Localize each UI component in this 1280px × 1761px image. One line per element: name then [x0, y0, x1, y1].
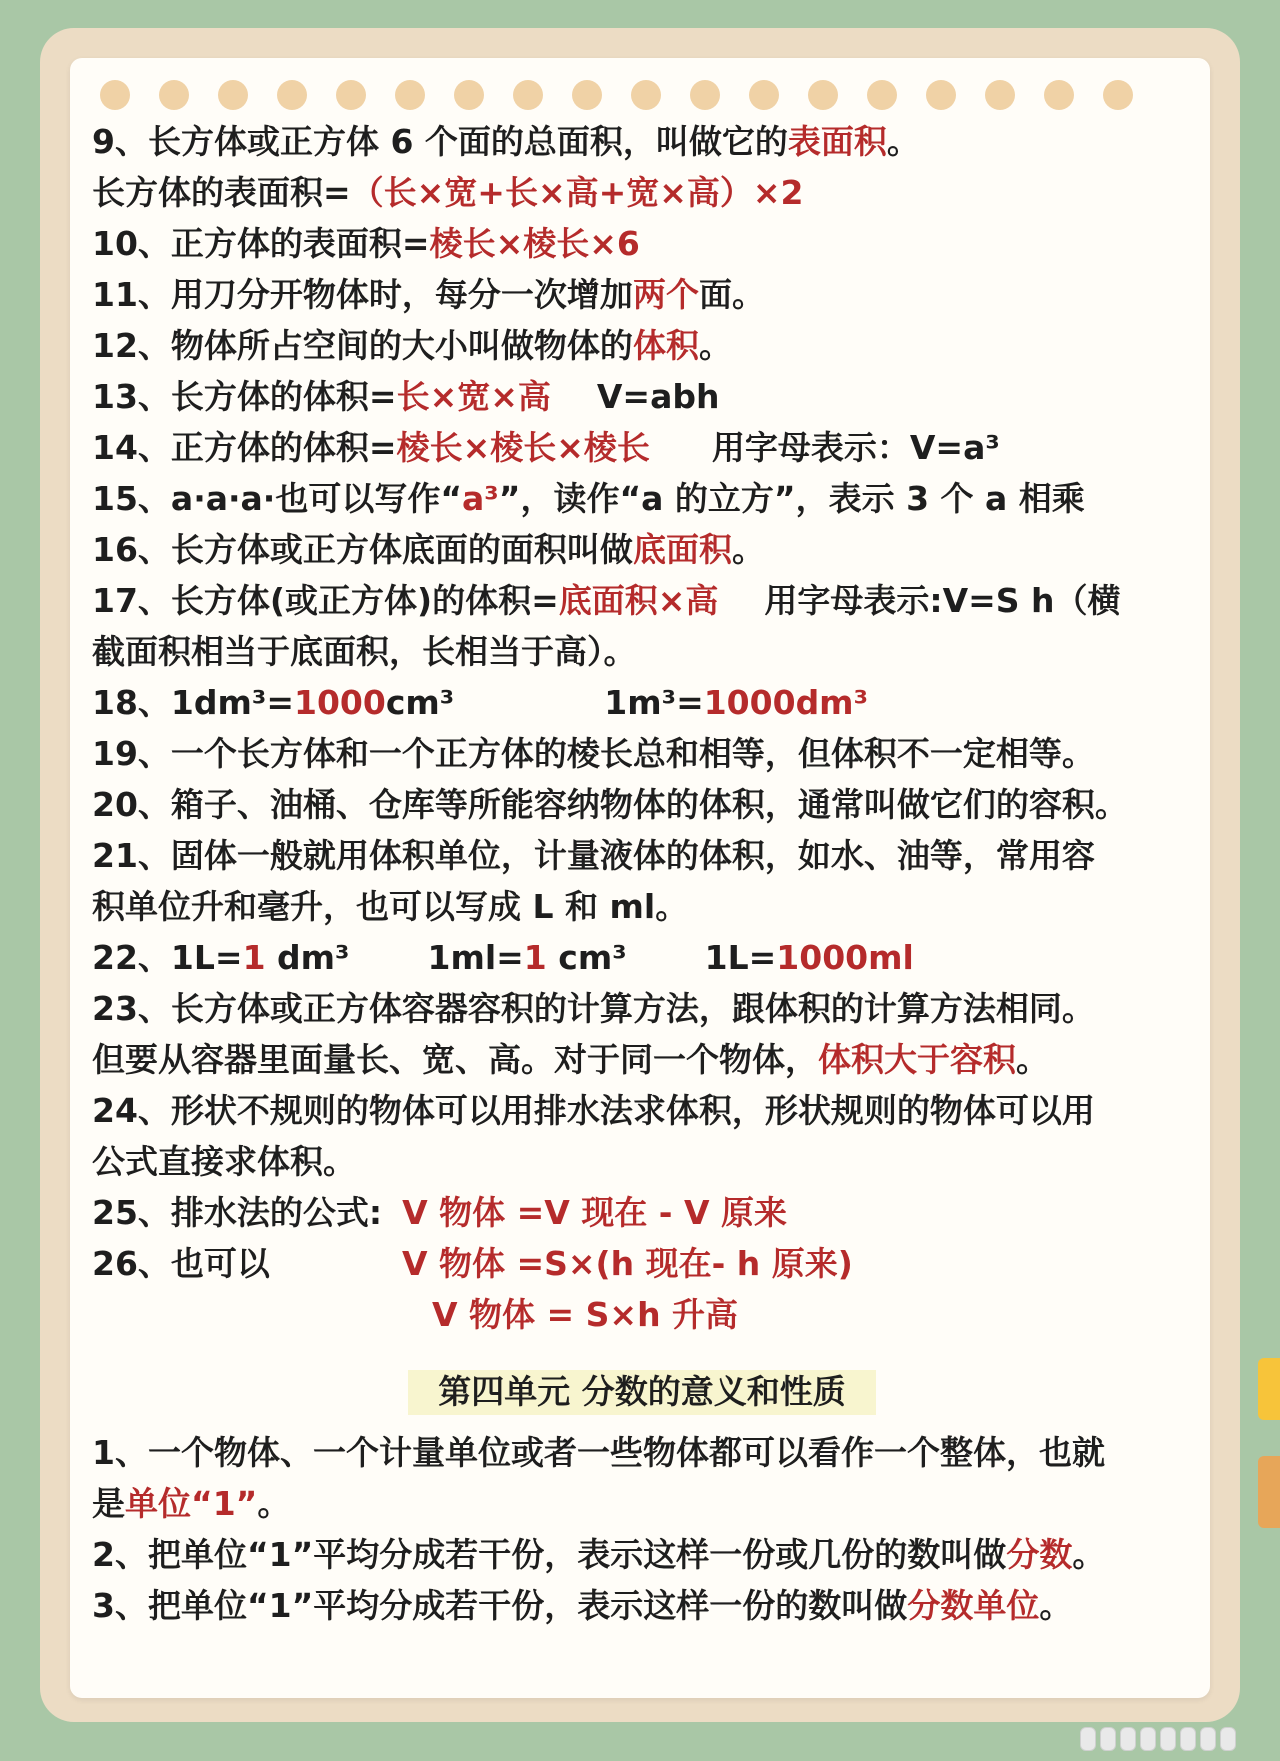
item-20: 20、箱子、油桶、仓库等所能容纳物体的体积，通常叫做它们的容积。 — [92, 785, 1128, 824]
item-26: 26、也可以 V 物体 =S×(h 现在- h 原来) — [92, 1244, 853, 1283]
item-16: 16、长方体或正方体底面的面积叫做底面积。 — [92, 530, 765, 569]
item-14: 14、正方体的体积=棱长×棱长×棱长 用字母表示：V=a³ — [92, 428, 1000, 467]
item-13: 13、长方体的体积=长×宽×高 V=abh — [92, 377, 720, 416]
binder-hole — [867, 80, 897, 110]
binder-hole — [277, 80, 307, 110]
item-24-cont: 公式直接求体积。 — [92, 1142, 356, 1181]
binder-holes — [100, 80, 1190, 112]
binder-hole — [1044, 80, 1074, 110]
binder-hole — [454, 80, 484, 110]
unit-title-text: 第四单元 分数的意义和性质 — [408, 1370, 876, 1415]
binder-hole — [218, 80, 248, 110]
binder-hole — [1103, 80, 1133, 110]
item-21-cont: 积单位升和毫升，也可以写成 L 和 ml。 — [92, 887, 689, 926]
notes-content — [92, 116, 1192, 1631]
binder-hole — [572, 80, 602, 110]
item-12: 12、物体所占空间的大小叫做物体的体积。 — [92, 326, 732, 365]
watermark-mark — [1100, 1727, 1116, 1751]
item-11: 11、用刀分开物体时，每分一次增加两个面。 — [92, 275, 765, 314]
binder-hole — [631, 80, 661, 110]
item-9: 9、长方体或正方体 6 个面的总面积，叫做它的表面积。 — [92, 122, 920, 161]
item-23: 23、长方体或正方体容器容积的计算方法，跟体积的计算方法相同。 — [92, 989, 1095, 1028]
unit4-item-2: 2、把单位“1”平均分成若干份，表示这样一份或几份的数叫做分数。 — [92, 1535, 1106, 1574]
item-19: 19、一个长方体和一个正方体的棱长总和相等，但体积不一定相等。 — [92, 734, 1095, 773]
item-26-cont: V 物体 = S×h 升高 — [432, 1295, 739, 1334]
binder-hole — [749, 80, 779, 110]
unit4-item-1: 1、一个物体、一个计量单位或者一些物体都可以看作一个整体，也就 — [92, 1433, 1105, 1472]
binder-hole — [100, 80, 130, 110]
side-tab-yellow — [1258, 1358, 1280, 1420]
watermark-mark — [1180, 1727, 1196, 1751]
watermark-mark — [1160, 1727, 1176, 1751]
binder-hole — [808, 80, 838, 110]
item-22: 22、1L=1 dm³ 1ml=1 cm³ 1L=1000ml — [92, 938, 914, 977]
watermark — [1080, 1727, 1260, 1751]
item-24: 24、形状不规则的物体可以用排水法求体积，形状规则的物体可以用 — [92, 1091, 1095, 1130]
item-15: 15、a·a·a·也可以写作“a³”，读作“a 的立方”，表示 3 个 a 相乘 — [92, 479, 1085, 518]
binder-hole — [690, 80, 720, 110]
unit4-item-1-cont: 是单位“1”。 — [92, 1484, 291, 1523]
binder-hole — [336, 80, 366, 110]
item-17-cont: 截面积相当于底面积，长相当于高）。 — [92, 632, 637, 671]
watermark-mark — [1220, 1727, 1236, 1751]
watermark-mark — [1140, 1727, 1156, 1751]
binder-hole — [159, 80, 189, 110]
binder-hole — [926, 80, 956, 110]
item-9-formula: 长方体的表面积=（长×宽+长×高+宽×高）×2 — [92, 173, 804, 212]
item-25: 25、排水法的公式: V 物体 =V 现在 - V 原来 — [92, 1193, 788, 1232]
unit4-item-3: 3、把单位“1”平均分成若干份，表示这样一份的数叫做分数单位。 — [92, 1586, 1073, 1625]
watermark-mark — [1200, 1727, 1216, 1751]
binder-hole — [985, 80, 1015, 110]
binder-hole — [513, 80, 543, 110]
binder-hole — [395, 80, 425, 110]
item-17: 17、长方体(或正方体)的体积=底面积×高 用字母表示:V=S h（横 — [92, 581, 1121, 620]
watermark-mark — [1080, 1727, 1096, 1751]
item-21: 21、固体一般就用体积单位，计量液体的体积，如水、油等，常用容 — [92, 836, 1095, 875]
unit-title — [92, 1366, 1192, 1417]
item-10: 10、正方体的表面积=棱长×棱长×6 — [92, 224, 640, 263]
item-23-cont: 但要从容器里面量长、宽、高。对于同一个物体，体积大于容积。 — [92, 1040, 1049, 1079]
watermark-mark — [1120, 1727, 1136, 1751]
item-18: 18、1dm³=1000cm³ 1m³=1000dm³ — [92, 683, 869, 722]
side-tab-orange — [1258, 1456, 1280, 1528]
